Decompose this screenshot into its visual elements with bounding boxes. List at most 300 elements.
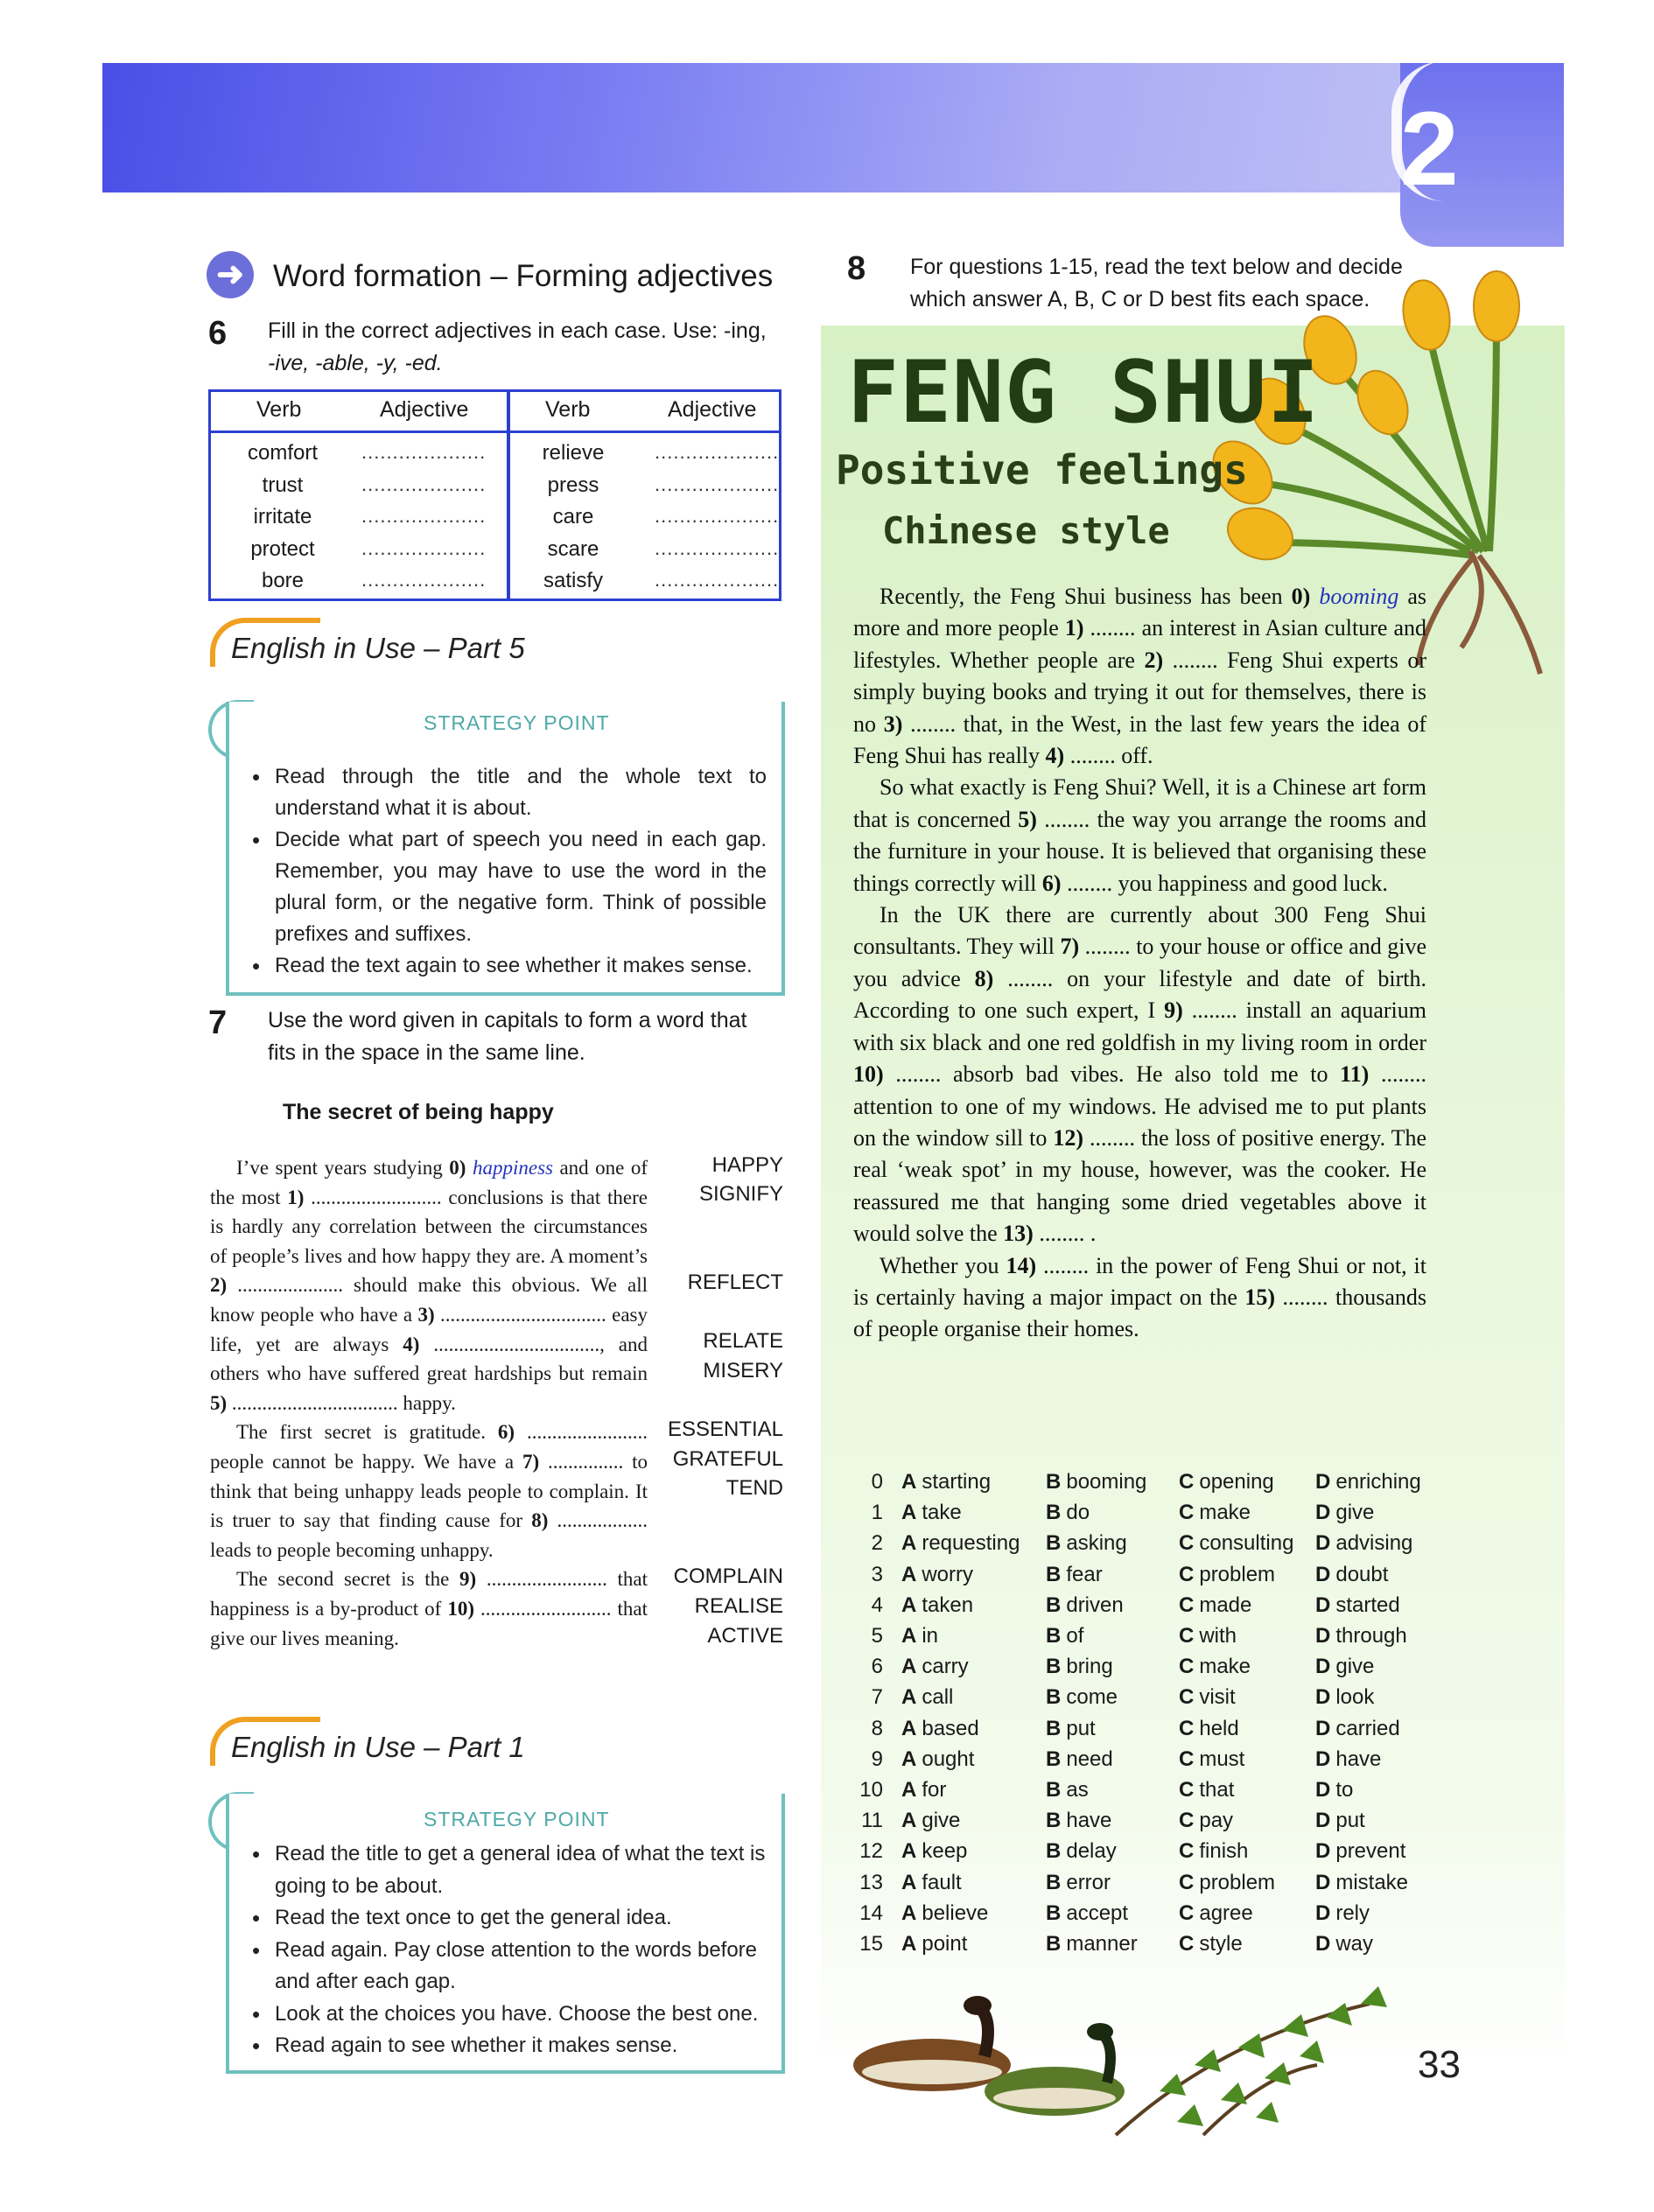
feng-shui-text: Recently, the Feng Shui business has been 0) booming as more and more people 1) ........ an interest in Asian culture and lifestyles. Whether people are 2) ........ Feng Shui experts or simply buying books and trying it out for themselves, there is no 3) ........ that, in the West, in the last few years the idea of Feng Shui has really 4) ........ off. So what exactly is Feng Shui? Well, it is a Chinese art form that is concerned 5) ........ the way you arrange the rooms and the furniture in your house. It is believed that organising these things correctly will 6) ........ you happiness and good luck. In the UK there are currently about 300 Feng Shui consultants. They will 7) ........ to your house or office and give you advice 8) ........ on your lifestyle and date of birth. According to one such expert, I 9) ........ install an aquarium with six black and one red goldfish in my living room in order 10) ........ absorb bad vibes. He also told me to 11) ........ attention to one of my windows. He advised me to put plants on the window sill to 12) ........ the loss of positive energy. The real ‘weak spot’ in my house, however, was the cooker. He reassured me that hanging some dried vegetables above it would solve the 13) ........ . Whether you 14) ........ in the power of Feng Shui or not, it is certainly having a major impact on the 15) ........ thousands of people organise their homes. (853, 584, 1427, 1342)
exercise-7-instruction-1: Use the word given in capitals to form a word that (268, 1008, 747, 1032)
option-word: give (922, 1809, 961, 1833)
option-letter: A (901, 1685, 917, 1710)
exercise-7-text: I’ve spent years studying 0) happiness and one of the most 1) .......................... conclusions is that there is hardly any correlation between the circumstances of people’s lives and how happy they are. A moment’s 2) ..................... should make this obvious. We all know people who have a 3) ................................. easy life, yet are always 4) ................................., and others who have suffered great hardships but remain 5) ................................. happy. The first secret is gratitude. 6) ........................ people cannot be happy. We have a 7) ............... to think that being unhappy leads people to complain. It is truer to say that finding cause for 8) .................. leads to people becoming unhappy. The second secret is the 9) ........................ that happiness is a by-product of 10) .......................... that give our lives meaning. (210, 1157, 648, 1649)
option-word: need (1066, 1746, 1113, 1771)
option-letter: D (1315, 1809, 1331, 1833)
strategy-item: • Read the title to get a general idea of what the text is going to be about. (245, 1838, 767, 1902)
option-word: do (1066, 1501, 1090, 1525)
option-word: of (1066, 1624, 1084, 1648)
unit-number: 2 (1400, 90, 1459, 207)
answer-row (853, 1624, 1448, 1655)
capital-word: MISERY (703, 1359, 783, 1382)
capital-word: COMPLAIN (673, 1564, 783, 1588)
option-word: fault (922, 1870, 962, 1894)
strategy-list-part5 (245, 761, 767, 982)
answer-option-a[interactable] (901, 1778, 946, 1802)
answer-option-d[interactable] (1315, 1563, 1388, 1587)
option-word: rely (1335, 1900, 1370, 1925)
verb-cell: comfort (247, 441, 318, 465)
answer-option-c[interactable] (1179, 1593, 1251, 1618)
answer-option-a[interactable] (901, 1563, 973, 1587)
question-number: 12 (859, 1839, 883, 1864)
question-number: 6 (871, 1655, 883, 1679)
option-word: give (1335, 1501, 1375, 1525)
option-word: requesting (922, 1531, 1020, 1556)
exercise-6-instruction-1: Fill in the correct adjectives in each case. Use: -ing, (268, 318, 767, 343)
answer-option-d[interactable] (1315, 1717, 1400, 1741)
answer-option-b[interactable] (1046, 1871, 1111, 1895)
answer-option-c[interactable] (1179, 1624, 1237, 1648)
answer-option-d[interactable] (1315, 1901, 1370, 1926)
option-letter: D (1315, 1900, 1331, 1925)
answer-option-b[interactable] (1046, 1470, 1146, 1494)
option-word: carry (922, 1655, 969, 1679)
option-letter: A (901, 1624, 917, 1648)
adjective-blank[interactable]: .................... (655, 505, 780, 527)
option-word: make (1199, 1655, 1251, 1679)
option-letter: C (1179, 1870, 1195, 1894)
option-letter: B (1046, 1501, 1062, 1525)
answer-row (853, 1655, 1448, 1685)
feng-shui-subtitle-2: Chinese style (882, 509, 1170, 552)
option-word: call (922, 1685, 954, 1710)
question-number: 5 (871, 1624, 883, 1648)
option-word: put (1335, 1809, 1365, 1833)
option-word: believe (922, 1900, 989, 1925)
answer-option-b[interactable] (1046, 1624, 1083, 1648)
option-word: visit (1199, 1685, 1236, 1710)
option-word: ought (922, 1746, 975, 1771)
answer-row (853, 1717, 1448, 1747)
capital-word: GRATEFUL (672, 1447, 783, 1471)
option-word: style (1199, 1932, 1243, 1956)
answer-option-b[interactable] (1046, 1563, 1103, 1587)
part5-title: English in Use – Part 5 (231, 632, 525, 664)
answer-option-b[interactable] (1046, 1593, 1124, 1618)
option-letter: A (901, 1716, 917, 1740)
answer-option-a[interactable] (901, 1932, 967, 1956)
option-word: made (1199, 1592, 1252, 1617)
answer-option-c[interactable] (1179, 1747, 1244, 1772)
question-number: 8 (871, 1716, 883, 1740)
answer-option-c[interactable] (1179, 1655, 1251, 1679)
capital-word: ACTIVE (707, 1624, 783, 1648)
question-number: 14 (859, 1900, 883, 1925)
answer-row (853, 1501, 1448, 1531)
verb-cell: relieve (542, 441, 605, 465)
answer-option-a[interactable] (901, 1901, 988, 1926)
answer-option-b[interactable] (1046, 1501, 1090, 1525)
answer-option-a[interactable] (901, 1717, 979, 1741)
option-letter: A (901, 1932, 917, 1956)
option-letter: B (1046, 1592, 1062, 1617)
col-adjective-header: Adjective (380, 397, 469, 422)
option-letter: B (1046, 1624, 1062, 1648)
option-letter: D (1315, 1685, 1331, 1710)
answer-option-d[interactable] (1315, 1871, 1408, 1895)
verb-cell: irritate (253, 505, 312, 528)
answer-row (853, 1778, 1448, 1809)
strategy-label: STRATEGY POINT (424, 711, 610, 734)
option-letter: D (1315, 1839, 1331, 1864)
option-letter: B (1046, 1809, 1062, 1833)
option-letter: B (1046, 1685, 1062, 1710)
answer-option-d[interactable] (1315, 1839, 1405, 1864)
answer-row (853, 1871, 1448, 1901)
answer-option-c[interactable] (1179, 1501, 1251, 1525)
capital-word: REFLECT (687, 1270, 783, 1294)
adjective-blank[interactable]: .................... (361, 536, 487, 559)
option-letter: C (1179, 1562, 1195, 1586)
verb-cell: bore (261, 569, 305, 592)
option-word: problem (1199, 1870, 1276, 1894)
answer-row (853, 1563, 1448, 1593)
option-letter: B (1046, 1655, 1062, 1679)
option-letter: C (1179, 1746, 1195, 1771)
question-number: 4 (871, 1592, 883, 1617)
option-letter: C (1179, 1900, 1195, 1925)
option-letter: D (1315, 1592, 1331, 1617)
part1-title: English in Use – Part 1 (231, 1731, 525, 1763)
example-answer: happiness (472, 1157, 553, 1179)
answer-row (853, 1839, 1448, 1870)
option-letter: D (1315, 1624, 1331, 1648)
exercise-8-instruction-1: For questions 1-15, read the text below and decide (910, 255, 1403, 279)
arrow-right-icon: ➜ (207, 251, 254, 298)
answer-option-a[interactable] (901, 1871, 962, 1895)
answer-option-d[interactable] (1315, 1809, 1365, 1833)
strategy-list-part1 (245, 1838, 767, 2062)
adjective-blank[interactable]: .................... (361, 569, 487, 591)
answer-option-c[interactable] (1179, 1809, 1233, 1833)
option-letter: C (1179, 1624, 1195, 1648)
question-number: 2 (871, 1531, 883, 1556)
option-letter: C (1179, 1592, 1195, 1617)
answer-option-c[interactable] (1179, 1531, 1293, 1556)
option-word: make (1199, 1501, 1251, 1525)
option-letter: C (1179, 1716, 1195, 1740)
capital-word: ESSENTIAL (667, 1418, 783, 1441)
verb-table-left (208, 389, 509, 601)
answer-option-c[interactable] (1179, 1932, 1243, 1956)
option-letter: D (1315, 1716, 1331, 1740)
answer-option-c[interactable] (1179, 1470, 1274, 1494)
option-letter: A (901, 1531, 917, 1556)
option-word: advising (1335, 1531, 1413, 1556)
option-word: taken (922, 1592, 974, 1617)
answer-option-b[interactable] (1046, 1531, 1127, 1556)
answer-option-c[interactable] (1179, 1563, 1275, 1587)
answer-option-a[interactable] (901, 1593, 973, 1618)
option-letter: D (1315, 1470, 1331, 1494)
option-letter: C (1179, 1531, 1195, 1556)
question-number: 1 (871, 1501, 883, 1525)
capital-word: SIGNIFY (698, 1182, 783, 1206)
answer-option-a[interactable] (901, 1655, 969, 1679)
verb-cell: satisfy (543, 569, 603, 592)
answer-row (853, 1470, 1448, 1501)
answer-option-d[interactable] (1315, 1932, 1373, 1956)
col-adjective-header: Adjective (668, 397, 757, 422)
option-letter: D (1315, 1501, 1331, 1525)
option-letter: C (1179, 1809, 1195, 1833)
col-verb-header: Verb (256, 397, 302, 422)
verb-cell: protect (250, 536, 315, 561)
option-word: problem (1199, 1562, 1276, 1586)
adjective-blank[interactable]: .................... (655, 441, 780, 463)
option-word: through (1335, 1624, 1407, 1648)
option-word: enriching (1335, 1470, 1421, 1494)
question-number: 15 (859, 1932, 883, 1956)
answer-option-d[interactable] (1315, 1747, 1381, 1772)
option-word: manner (1066, 1932, 1138, 1956)
option-letter: D (1315, 1562, 1331, 1586)
option-word: delay (1066, 1839, 1117, 1864)
exercise-8-instruction-2: which answer A, B, C or D best fits each space. (910, 287, 1370, 312)
option-word: mistake (1335, 1870, 1409, 1894)
option-word: fear (1066, 1562, 1103, 1586)
option-letter: B (1046, 1778, 1062, 1802)
option-word: give (1335, 1655, 1375, 1679)
answer-option-b[interactable] (1046, 1839, 1117, 1864)
verb-cell: press (547, 472, 599, 497)
option-word: booming (1066, 1470, 1147, 1494)
adjective-blank[interactable]: .................... (361, 441, 487, 463)
answer-row (853, 1809, 1448, 1839)
option-word: for (922, 1778, 947, 1802)
verb-rows-right (510, 441, 779, 601)
answer-option-a[interactable] (901, 1531, 1020, 1556)
answer-option-c[interactable] (1179, 1901, 1253, 1926)
option-word: to (1335, 1778, 1354, 1802)
option-letter: D (1315, 1746, 1331, 1771)
strategy-item: • Read the text once to get the general idea. (245, 1902, 767, 1935)
option-word: carried (1335, 1716, 1400, 1740)
adjective-blank[interactable]: .................... (361, 505, 487, 527)
capital-word: TEND (725, 1476, 783, 1500)
option-letter: A (901, 1562, 917, 1586)
feng-shui-title: FENG SHUI (847, 343, 1321, 443)
option-letter: B (1046, 1870, 1062, 1894)
option-letter: C (1179, 1839, 1195, 1864)
answer-option-b[interactable] (1046, 1717, 1096, 1741)
answer-row (853, 1901, 1448, 1932)
exercise-7-instruction-2: fits in the space in the same line. (268, 1040, 585, 1065)
strategy-item: • Read the text again to see whether it makes sense. (245, 950, 767, 982)
option-letter: A (901, 1746, 917, 1771)
option-letter: C (1179, 1778, 1195, 1802)
option-word: worry (922, 1562, 974, 1586)
option-letter: A (901, 1870, 917, 1894)
answer-option-b[interactable] (1046, 1809, 1111, 1833)
exercise-8-number: 8 (847, 250, 866, 287)
option-letter: B (1046, 1932, 1062, 1956)
option-word: put (1066, 1716, 1096, 1740)
answer-option-d[interactable] (1315, 1655, 1374, 1679)
option-letter: A (901, 1655, 917, 1679)
adjective-blank[interactable]: .................... (655, 472, 780, 495)
option-letter: A (901, 1501, 917, 1525)
option-letter: B (1046, 1531, 1062, 1556)
option-word: bring (1066, 1655, 1113, 1679)
page-number: 33 (1418, 2043, 1461, 2086)
question-number: 11 (861, 1809, 883, 1833)
adjective-blank[interactable]: .................... (655, 536, 780, 559)
option-letter: B (1046, 1900, 1062, 1925)
answer-option-b[interactable] (1046, 1778, 1089, 1802)
option-word: prevent (1335, 1839, 1406, 1864)
option-word: starting (922, 1470, 992, 1494)
strategy-item: • Read again. Pay close attention to the words before and after each gap. (245, 1935, 767, 1998)
capital-word: RELATE (703, 1329, 783, 1353)
answer-option-d[interactable] (1315, 1593, 1400, 1618)
verb-cell: care (552, 505, 594, 528)
option-word: held (1199, 1716, 1239, 1740)
answer-option-c[interactable] (1179, 1717, 1239, 1741)
answer-option-c[interactable] (1179, 1871, 1275, 1895)
answer-option-d[interactable] (1315, 1685, 1374, 1710)
option-word: accept (1066, 1900, 1129, 1925)
option-letter: A (901, 1809, 917, 1833)
verb-cell: trust (262, 472, 304, 497)
adjective-blank[interactable]: .................... (655, 569, 780, 591)
answer-option-b[interactable] (1046, 1747, 1113, 1772)
strategy-label: STRATEGY POINT (424, 1808, 610, 1830)
option-letter: C (1179, 1685, 1195, 1710)
option-letter: D (1315, 1932, 1331, 1956)
capital-word: HAPPY (711, 1153, 783, 1177)
question-number: 13 (859, 1870, 883, 1894)
option-word: error (1066, 1870, 1111, 1894)
answer-row (853, 1593, 1448, 1624)
option-word: with (1199, 1624, 1237, 1648)
answer-row (853, 1747, 1448, 1778)
option-word: have (1335, 1746, 1382, 1771)
answer-option-a[interactable] (901, 1470, 991, 1494)
example-answer: booming (1319, 584, 1399, 609)
question-number: 9 (871, 1746, 883, 1771)
word-formation-title: Word formation – Forming adjectives (273, 259, 774, 293)
answer-option-a[interactable] (901, 1839, 967, 1864)
option-word: based (922, 1716, 979, 1740)
ducks-ivy-illustration (827, 1969, 1492, 2144)
option-word: that (1199, 1778, 1235, 1802)
option-letter: D (1315, 1655, 1331, 1679)
option-word: driven (1066, 1592, 1124, 1617)
option-word: as (1066, 1778, 1089, 1802)
question-number: 0 (871, 1470, 883, 1494)
answer-option-a[interactable] (901, 1501, 962, 1525)
exercise-7-title: The secret of being happy (283, 1100, 554, 1124)
option-letter: C (1179, 1655, 1195, 1679)
answer-option-c[interactable] (1179, 1839, 1248, 1864)
option-word: must (1199, 1746, 1245, 1771)
option-letter: D (1315, 1778, 1331, 1802)
strategy-item: • Look at the choices you have. Choose the best one. (245, 1998, 767, 2031)
option-word: started (1335, 1592, 1400, 1617)
option-letter: D (1315, 1531, 1331, 1556)
option-letter: C (1179, 1501, 1195, 1525)
adjective-blank[interactable]: .................... (361, 472, 487, 495)
feng-shui-subtitle-1: Positive feelings (836, 446, 1248, 494)
option-letter: B (1046, 1562, 1062, 1586)
option-letter: D (1315, 1870, 1331, 1894)
exercise-6-instruction-2: -ive, -able, -y, -ed. (268, 351, 443, 375)
answer-option-c[interactable] (1179, 1685, 1236, 1710)
exercise-6-number: 6 (208, 315, 228, 352)
option-letter: B (1046, 1716, 1062, 1740)
option-letter: C (1179, 1470, 1195, 1494)
answer-option-a[interactable] (901, 1809, 960, 1833)
option-letter: C (1179, 1932, 1195, 1956)
answer-option-b[interactable] (1046, 1655, 1113, 1679)
option-letter: A (901, 1778, 917, 1802)
answer-option-a[interactable] (901, 1624, 938, 1648)
option-word: pay (1199, 1809, 1234, 1833)
answer-row (853, 1932, 1448, 1963)
strategy-item: • Decide what part of speech you need in each gap. Remember, you may have to use the word in the plural form, or the negative form. Think of possible prefixes and suffixes. (245, 824, 767, 950)
capitals-column (652, 1153, 783, 1678)
exercise-7-number: 7 (208, 1004, 228, 1041)
answer-row (853, 1531, 1448, 1562)
verb-cell: scare (547, 536, 599, 561)
option-letter: B (1046, 1470, 1062, 1494)
verb-rows-left (211, 441, 507, 601)
col-verb-header: Verb (545, 397, 591, 422)
option-word: agree (1199, 1900, 1253, 1925)
option-word: take (922, 1501, 962, 1525)
strategy-item: • Read again to see whether it makes sense. (245, 2030, 767, 2062)
option-word: way (1335, 1932, 1374, 1956)
answer-option-b[interactable] (1046, 1685, 1118, 1710)
verb-table-right (508, 389, 781, 601)
answer-option-d[interactable] (1315, 1778, 1353, 1802)
question-number: 3 (871, 1562, 883, 1586)
option-word: look (1335, 1685, 1375, 1710)
option-word: asking (1066, 1531, 1127, 1556)
strategy-item: • Read through the title and the whole text to understand what it is about. (245, 761, 767, 824)
option-letter: B (1046, 1839, 1062, 1864)
option-letter: A (901, 1592, 917, 1617)
answer-option-b[interactable] (1046, 1932, 1138, 1956)
option-word: finish (1199, 1839, 1249, 1864)
question-number: 10 (859, 1778, 883, 1802)
answer-option-d[interactable] (1315, 1624, 1407, 1648)
option-word: doubt (1335, 1562, 1389, 1586)
option-letter: A (901, 1470, 917, 1494)
option-word: have (1066, 1809, 1112, 1833)
option-word: point (922, 1932, 968, 1956)
answer-option-d[interactable] (1315, 1470, 1421, 1494)
option-letter: A (901, 1839, 917, 1864)
option-word: opening (1199, 1470, 1274, 1494)
answer-option-c[interactable] (1179, 1778, 1234, 1802)
option-word: come (1066, 1685, 1118, 1710)
answer-option-d[interactable] (1315, 1531, 1412, 1556)
answer-option-a[interactable] (901, 1747, 974, 1772)
answer-option-d[interactable] (1315, 1501, 1374, 1525)
option-word: consulting (1199, 1531, 1294, 1556)
answer-option-a[interactable] (901, 1685, 953, 1710)
answer-option-b[interactable] (1046, 1901, 1128, 1926)
question-number: 7 (871, 1685, 883, 1710)
unit-banner (102, 63, 1564, 192)
option-word: keep (922, 1839, 968, 1864)
option-letter: A (901, 1900, 917, 1925)
option-word: in (922, 1624, 939, 1648)
capital-word: REALISE (694, 1594, 783, 1618)
option-letter: B (1046, 1746, 1062, 1771)
